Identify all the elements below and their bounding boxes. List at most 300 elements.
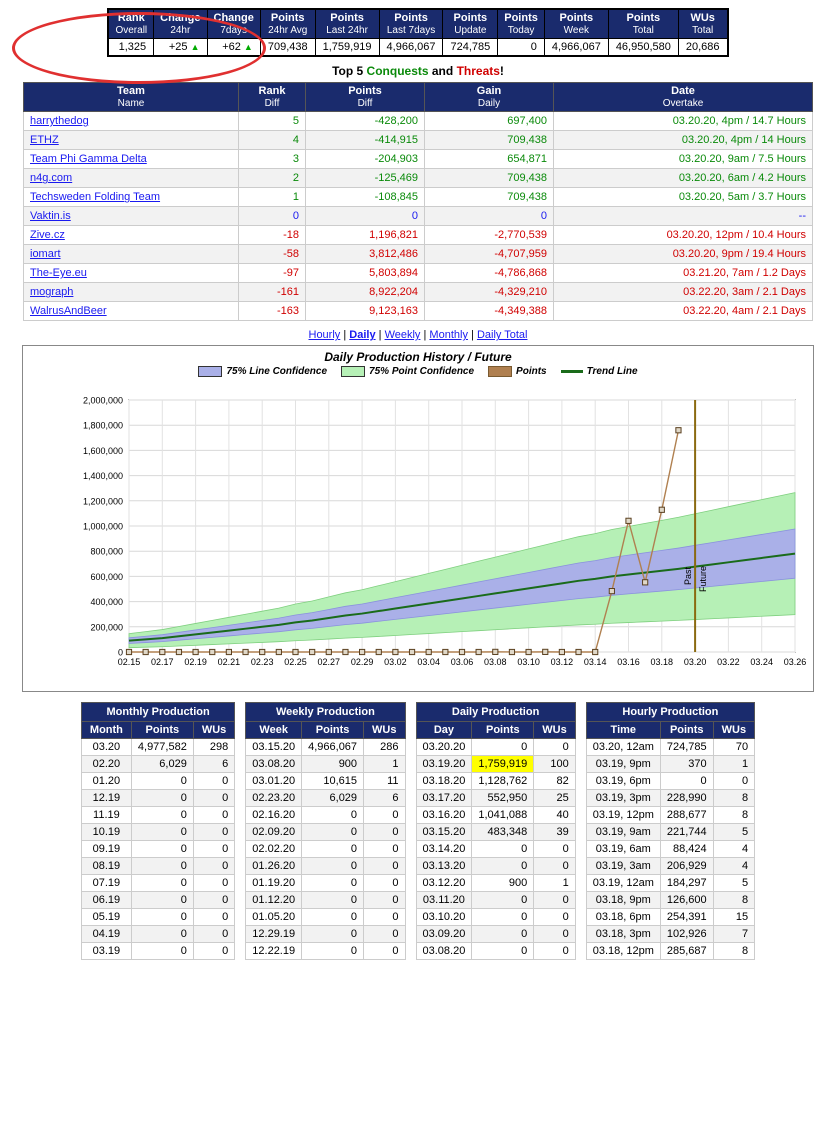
hourly-production-table: [586, 702, 755, 960]
hourly-cell-0: 03.19, 6pm: [586, 773, 660, 790]
team-link[interactable]: Zive.cz: [30, 229, 65, 242]
summary-value-9: 46,950,580: [608, 39, 678, 57]
table-row: [81, 875, 234, 892]
header-main: Points: [453, 12, 488, 24]
gain-daily-cell: -4,707,959: [425, 245, 554, 264]
table-row: [416, 926, 575, 943]
points-diff-cell: 5,803,894: [306, 264, 425, 283]
table-row: [246, 773, 405, 790]
table-row: [24, 150, 813, 169]
hourly-cell-0: 03.18, 9pm: [586, 892, 660, 909]
header-main: Gain: [476, 85, 502, 98]
gain-daily-cell: 709,438: [425, 131, 554, 150]
points-diff-cell: -204,903: [306, 150, 425, 169]
svg-text:02.27: 02.27: [317, 657, 341, 668]
svg-text:0: 0: [117, 647, 123, 658]
header-sub: Total: [632, 24, 654, 36]
daily-cell-2: 100: [534, 756, 575, 773]
daily-cell-0: 03.20.20: [416, 739, 472, 756]
weekly-header-row: [246, 722, 405, 739]
daily-cell-2: 0: [534, 858, 575, 875]
daily-cell-2: 0: [534, 841, 575, 858]
hourly-cell-2: 4: [713, 841, 754, 858]
conq-title-mid: and: [428, 64, 457, 79]
hourly-cell-0: 03.18, 3pm: [586, 926, 660, 943]
points-diff-cell: -414,915: [306, 131, 425, 150]
monthly-cell-0: 04.19: [81, 926, 131, 943]
table-row: [81, 943, 234, 960]
weekly-cell-1: 900: [302, 756, 364, 773]
table-row: [81, 892, 234, 909]
summary-header-change-2: [207, 9, 260, 39]
overtake-date-cell: --: [554, 207, 813, 226]
daily-cell-0: 03.08.20: [416, 943, 472, 960]
monthly-cell-2: 6: [193, 756, 234, 773]
daily-cell-1: 0: [472, 739, 534, 756]
summary-value-7: 0: [498, 39, 545, 57]
table-row: [416, 824, 575, 841]
weekly-cell-0: 02.09.20: [246, 824, 302, 841]
up-arrow-icon: ▲: [243, 42, 253, 53]
hourly-cell-2: 0: [713, 773, 754, 790]
table-row: [586, 756, 754, 773]
daily-cell-0: 03.19.20: [416, 756, 472, 773]
table-row: [586, 773, 754, 790]
conquests-table: [23, 82, 813, 321]
team-link[interactable]: n4g.com: [30, 172, 73, 185]
monthly-cell-1: 0: [131, 841, 193, 858]
daily-cell-0: 03.14.20: [416, 841, 472, 858]
summary-header-change-1: [154, 9, 207, 39]
period-separator: |: [420, 329, 430, 342]
hourly-cell-1: 228,990: [660, 790, 713, 807]
monthly-cell-1: 0: [131, 926, 193, 943]
table-row: [416, 943, 575, 960]
overtake-date-cell: 03.20.20, 4pm / 14 Hours: [554, 131, 813, 150]
team-name-cell[interactable]: [24, 302, 239, 321]
table-row: [246, 892, 405, 909]
header-sub: Overall: [115, 24, 148, 36]
weekly-header-points: Points: [302, 722, 364, 739]
svg-text:Future: Future: [698, 566, 709, 593]
monthly-header-row: [81, 722, 234, 739]
change-value: +25: [168, 41, 188, 54]
header-sub: Daily: [477, 97, 501, 109]
monthly-cell-2: 298: [193, 739, 234, 756]
weekly-cell-1: 0: [302, 926, 364, 943]
gain-daily-cell: -2,770,539: [425, 226, 554, 245]
gain-daily-cell: 0: [425, 207, 554, 226]
daily-cell-0: 03.17.20: [416, 790, 472, 807]
table-row: [81, 858, 234, 875]
header-sub: Update: [454, 24, 487, 36]
summary-header-points-7: [498, 9, 545, 39]
monthly-header-points: Points: [131, 722, 193, 739]
conq-title-green: Conquests: [366, 64, 429, 79]
gain-daily-cell: -4,786,868: [425, 264, 554, 283]
conq-header-points: [306, 83, 425, 112]
hourly-cell-1: 102,926: [660, 926, 713, 943]
table-row: [246, 858, 405, 875]
team-name-cell[interactable]: [24, 169, 239, 188]
hourly-cell-1: 254,391: [660, 909, 713, 926]
legend-swatch: [488, 366, 512, 377]
overtake-date-cell: 03.22.20, 4am / 2.1 Days: [554, 302, 813, 321]
hourly-cell-2: 7: [713, 926, 754, 943]
daily-cell-2: 0: [534, 739, 575, 756]
daily-cell-2: 82: [534, 773, 575, 790]
monthly-cell-1: 0: [131, 909, 193, 926]
summary-header-points-5: [379, 9, 443, 39]
monthly-cell-1: 0: [131, 773, 193, 790]
weekly-cell-2: 0: [364, 841, 405, 858]
weekly-caption: Weekly Production: [246, 703, 405, 722]
period-separator: |: [340, 329, 350, 342]
daily-cell-2: 25: [534, 790, 575, 807]
hourly-cell-0: 03.20, 12am: [586, 739, 660, 756]
summary-value-8: 4,966,067: [544, 39, 608, 57]
summary-header-points-4: [315, 9, 379, 39]
overtake-date-cell: 03.20.20, 6am / 4.2 Hours: [554, 169, 813, 188]
legend-swatch: [198, 366, 222, 377]
monthly-cell-2: 0: [193, 824, 234, 841]
monthly-cell-2: 0: [193, 841, 234, 858]
header-sub: Last 24hr: [326, 24, 368, 36]
conq-header-date: [554, 83, 813, 112]
conquests-header-row: [24, 83, 813, 112]
table-row: [416, 909, 575, 926]
table-row: [246, 909, 405, 926]
legend-item-1: [341, 366, 474, 377]
table-row: [246, 756, 405, 773]
svg-text:1,800,000: 1,800,000: [82, 420, 123, 431]
team-name-cell[interactable]: [24, 245, 239, 264]
daily-cell-2: 40: [534, 807, 575, 824]
monthly-cell-1: 6,029: [131, 756, 193, 773]
period-link-monthly[interactable]: Monthly: [429, 329, 468, 342]
weekly-cell-2: 0: [364, 875, 405, 892]
conq-header-team: [24, 83, 239, 112]
summary-header-points-9: [608, 9, 678, 39]
hourly-cell-0: 03.19, 6am: [586, 841, 660, 858]
legend-label: 75% Point Confidence: [369, 366, 475, 378]
team-link[interactable]: Vaktin.is: [30, 210, 71, 223]
daily-cell-1: 0: [472, 841, 534, 858]
up-arrow-icon: ▲: [190, 42, 200, 53]
svg-text:1,600,000: 1,600,000: [82, 446, 123, 457]
legend-swatch: [561, 370, 583, 373]
svg-text:02.29: 02.29: [350, 657, 374, 668]
weekly-cell-0: 01.19.20: [246, 875, 302, 892]
summary-value-0: 1,325: [108, 39, 153, 57]
weekly-cell-1: 4,966,067: [302, 739, 364, 756]
daily-production-table: [416, 702, 576, 960]
summary-header-row: [108, 9, 727, 39]
overtake-date-cell: 03.22.20, 3am / 2.1 Days: [554, 283, 813, 302]
table-row: [24, 131, 813, 150]
rank-diff-cell: -58: [239, 245, 306, 264]
table-row: [24, 169, 813, 188]
team-name-cell[interactable]: [24, 226, 239, 245]
legend-item-0: [198, 366, 327, 377]
header-main: Points: [559, 12, 594, 24]
production-chart: [22, 345, 814, 692]
legend-label: Trend Line: [586, 366, 638, 378]
table-row: [416, 892, 575, 909]
table-row: [586, 943, 754, 960]
team-name-cell[interactable]: [24, 283, 239, 302]
svg-text:03.02: 03.02: [384, 657, 407, 668]
table-row: [81, 841, 234, 858]
hourly-cell-2: 70: [713, 739, 754, 756]
rank-diff-cell: 5: [239, 112, 306, 131]
points-diff-cell: -428,200: [306, 112, 425, 131]
hourly-cell-1: 370: [660, 756, 713, 773]
table-row: [81, 790, 234, 807]
table-row: [586, 807, 754, 824]
summary-value-3: 709,438: [260, 39, 315, 57]
hourly-cell-1: 221,744: [660, 824, 713, 841]
daily-cell-2: 0: [534, 926, 575, 943]
header-sub: Week: [563, 24, 590, 36]
team-name-cell[interactable]: [24, 150, 239, 169]
table-row: [586, 926, 754, 943]
daily-caption: Daily Production: [416, 703, 575, 722]
team-link[interactable]: ETHZ: [30, 134, 59, 147]
hourly-cell-2: 5: [713, 824, 754, 841]
table-row: [24, 112, 813, 131]
hourly-cell-1: 206,929: [660, 858, 713, 875]
team-name-cell[interactable]: [24, 112, 239, 131]
svg-text:02.21: 02.21: [217, 657, 241, 668]
team-link[interactable]: mograph: [30, 286, 74, 299]
svg-text:03.18: 03.18: [650, 657, 674, 668]
summary-value-10: 20,686: [678, 39, 727, 57]
daily-header-wus: WUs: [534, 722, 575, 739]
legend-label: Points: [516, 366, 547, 378]
daily-cell-1: 0: [472, 858, 534, 875]
daily-cell-2: 0: [534, 909, 575, 926]
hourly-cell-0: 03.18, 6pm: [586, 909, 660, 926]
weekly-cell-2: 1: [364, 756, 405, 773]
chart-title: Daily Production History / Future: [324, 350, 512, 365]
monthly-cell-2: 0: [193, 807, 234, 824]
overtake-date-cell: 03.20.20, 9pm / 19.4 Hours: [554, 245, 813, 264]
hourly-cell-0: 03.19, 3pm: [586, 790, 660, 807]
weekly-cell-1: 0: [302, 909, 364, 926]
monthly-caption: Monthly Production: [81, 703, 234, 722]
points-diff-cell: -108,845: [306, 188, 425, 207]
monthly-cell-1: 0: [131, 943, 193, 960]
rank-diff-cell: -161: [239, 283, 306, 302]
hourly-cell-1: 126,600: [660, 892, 713, 909]
gain-daily-cell: -4,349,388: [425, 302, 554, 321]
header-main: Date: [671, 85, 695, 98]
hourly-cell-1: 88,424: [660, 841, 713, 858]
chart-plot-area: [23, 390, 813, 690]
weekly-cell-0: 01.26.20: [246, 858, 302, 875]
summary-value-6: 724,785: [443, 39, 498, 57]
table-row: [416, 858, 575, 875]
period-link-weekly[interactable]: Weekly: [384, 329, 421, 342]
hourly-cell-2: 8: [713, 943, 754, 960]
overtake-date-cell: 03.20.20, 5am / 3.7 Hours: [554, 188, 813, 207]
hourly-cell-0: 03.19, 12am: [586, 875, 660, 892]
daily-cell-0: 03.16.20: [416, 807, 472, 824]
points-diff-cell: -125,469: [306, 169, 425, 188]
summary-header-points-6: [443, 9, 498, 39]
hourly-cell-1: 724,785: [660, 739, 713, 756]
hourly-cell-1: 0: [660, 773, 713, 790]
monthly-cell-1: 0: [131, 807, 193, 824]
weekly-cell-2: 0: [364, 926, 405, 943]
period-separator: |: [467, 329, 477, 342]
rank-diff-cell: -18: [239, 226, 306, 245]
svg-text:03.22: 03.22: [717, 657, 740, 668]
team-name-cell[interactable]: [24, 264, 239, 283]
monthly-cell-1: 0: [131, 790, 193, 807]
monthly-cell-0: 07.19: [81, 875, 131, 892]
weekly-cell-0: 01.12.20: [246, 892, 302, 909]
monthly-cell-1: 0: [131, 858, 193, 875]
header-sub: Total: [692, 24, 714, 36]
hourly-header-wus: WUs: [713, 722, 754, 739]
svg-text:2,000,000: 2,000,000: [82, 395, 123, 406]
legend-swatch: [341, 366, 365, 377]
monthly-cell-0: 02.20: [81, 756, 131, 773]
weekly-cell-0: 12.22.19: [246, 943, 302, 960]
team-link[interactable]: Techsweden Folding Team: [30, 191, 161, 204]
table-row: [416, 790, 575, 807]
points-diff-cell: 0: [306, 207, 425, 226]
monthly-cell-2: 0: [193, 790, 234, 807]
daily-cell-2: 39: [534, 824, 575, 841]
hourly-cell-1: 285,687: [660, 943, 713, 960]
weekly-cell-1: 0: [302, 943, 364, 960]
monthly-cell-2: 0: [193, 875, 234, 892]
header-sub: 7days: [220, 24, 248, 36]
svg-text:02.17: 02.17: [151, 657, 174, 668]
table-row: [246, 926, 405, 943]
header-main: Points: [626, 12, 661, 24]
table-row: [81, 739, 234, 756]
table-row: [416, 756, 575, 773]
weekly-cell-1: 0: [302, 807, 364, 824]
header-main: Rank: [258, 85, 286, 98]
table-row: [24, 283, 813, 302]
monthly-cell-1: 0: [131, 892, 193, 909]
rank-diff-cell: 1: [239, 188, 306, 207]
team-link[interactable]: Team Phi Gamma Delta: [30, 153, 147, 166]
team-link[interactable]: harrythedog: [30, 115, 89, 128]
period-links[interactable]: [0, 329, 836, 341]
svg-text:600,000: 600,000: [90, 572, 123, 583]
weekly-cell-0: 02.16.20: [246, 807, 302, 824]
daily-cell-1: 0: [472, 892, 534, 909]
header-main: Points: [394, 12, 428, 24]
hourly-cell-1: 184,297: [660, 875, 713, 892]
weekly-cell-0: 12.29.19: [246, 926, 302, 943]
svg-text:800,000: 800,000: [90, 546, 123, 557]
hourly-header-row: [586, 722, 754, 739]
weekly-cell-2: 0: [364, 909, 405, 926]
hourly-cell-0: 03.19, 9am: [586, 824, 660, 841]
team-link[interactable]: iomart: [30, 248, 61, 261]
svg-text:02.15: 02.15: [117, 657, 141, 668]
daily-cell-0: 03.13.20: [416, 858, 472, 875]
conq-header-rank: [239, 83, 306, 112]
daily-header-day: Day: [416, 722, 472, 739]
weekly-cell-0: 01.05.20: [246, 909, 302, 926]
svg-text:03.06: 03.06: [450, 657, 474, 668]
hourly-header-time: Time: [586, 722, 660, 739]
header-main: Change: [160, 12, 201, 24]
team-name-cell[interactable]: [24, 207, 239, 226]
table-row: [246, 875, 405, 892]
monthly-cell-2: 0: [193, 773, 234, 790]
daily-cell-1: 1,041,088: [472, 807, 534, 824]
period-link-daily[interactable]: Daily: [349, 329, 376, 342]
svg-text:02.25: 02.25: [284, 657, 307, 668]
svg-text:03.12: 03.12: [550, 657, 574, 668]
svg-text:03.14: 03.14: [583, 657, 607, 668]
gain-daily-cell: 654,871: [425, 150, 554, 169]
header-main: Points: [270, 12, 305, 24]
summary-value-5: 4,966,067: [379, 39, 443, 57]
rank-diff-cell: 4: [239, 131, 306, 150]
daily-cell-1: 1,759,919: [472, 756, 534, 773]
weekly-cell-2: 0: [364, 943, 405, 960]
overtake-date-cell: 03.20.20, 12pm / 10.4 Hours: [554, 226, 813, 245]
table-row: [586, 841, 754, 858]
table-row: [246, 739, 405, 756]
table-row: [81, 909, 234, 926]
summary-stats-table: [107, 8, 728, 57]
points-diff-cell: 3,812,486: [306, 245, 425, 264]
hourly-cell-2: 8: [713, 790, 754, 807]
overtake-date-cell: 03.21.20, 7am / 1.2 Days: [554, 264, 813, 283]
weekly-cell-0: 02.02.20: [246, 841, 302, 858]
svg-text:Past: Past: [683, 567, 694, 586]
conquests-title: [0, 64, 836, 78]
team-name-cell[interactable]: [24, 188, 239, 207]
team-link[interactable]: WalrusAndBeer: [30, 305, 107, 318]
chart-legend: [23, 366, 813, 377]
period-link-hourly[interactable]: Hourly: [308, 329, 341, 342]
team-link[interactable]: The-Eye.eu: [30, 267, 87, 280]
daily-cell-1: 0: [472, 943, 534, 960]
header-sub: 24hr: [170, 24, 191, 36]
hourly-caption: Hourly Production: [586, 703, 754, 722]
hourly-header-points: Points: [660, 722, 713, 739]
monthly-cell-0: 10.19: [81, 824, 131, 841]
summary-header-rank-0: [108, 9, 153, 39]
monthly-cell-2: 0: [193, 943, 234, 960]
points-diff-cell: 8,922,204: [306, 283, 425, 302]
rank-diff-cell: -163: [239, 302, 306, 321]
summary-value-4: 1,759,919: [315, 39, 379, 57]
period-link-daily-total[interactable]: Daily Total: [476, 329, 528, 342]
daily-cell-1: 0: [472, 926, 534, 943]
monthly-cell-2: 0: [193, 909, 234, 926]
monthly-cell-0: 08.19: [81, 858, 131, 875]
svg-text:200,000: 200,000: [90, 622, 123, 633]
overtake-date-cell: 03.20.20, 4pm / 14.7 Hours: [554, 112, 813, 131]
daily-cell-2: 0: [534, 892, 575, 909]
monthly-cell-2: 0: [193, 858, 234, 875]
header-main: Points: [348, 85, 382, 98]
team-name-cell[interactable]: [24, 131, 239, 150]
